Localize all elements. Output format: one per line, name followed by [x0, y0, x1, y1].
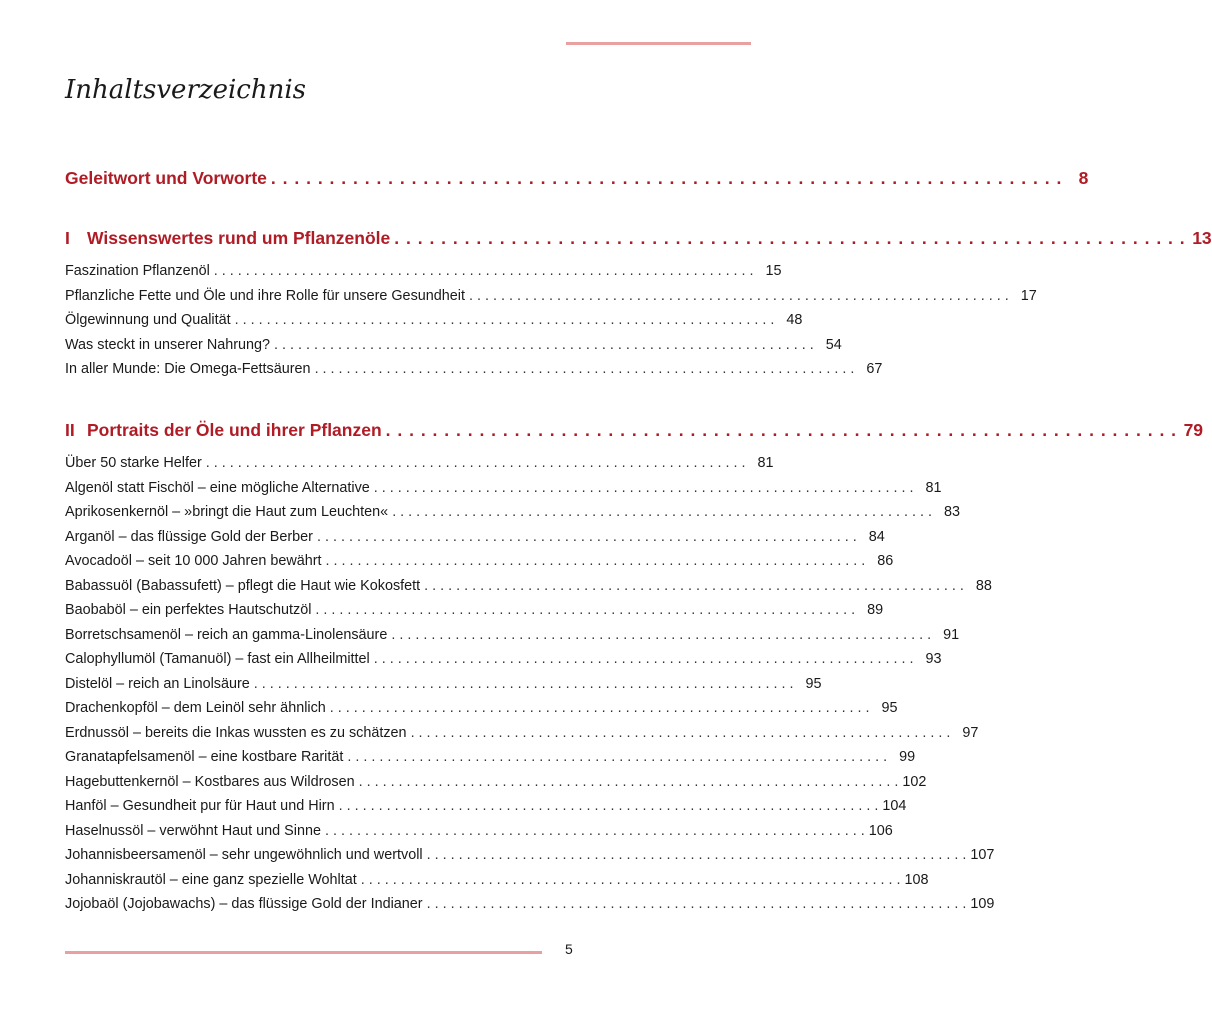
toc-entry-page-number: 106 — [868, 822, 893, 839]
toc-entry[interactable] — [65, 551, 894, 571]
toc-entry[interactable] — [65, 576, 992, 596]
dot-leader: . . . . . . . . . . . . . . . . . . . . . . . . . . . . . . . . . . . . . . . . . . . . . . . . . . . . . . . . . . . . . . . . . . . . — [410, 724, 951, 741]
toc-entry-title: Erdnussöl – bereits die Inkas wussten es zu schätzen — [65, 724, 407, 741]
dot-leader: . . . . . . . . . . . . . . . . . . . . . . . . . . . . . . . . . . . . . . . . . . . . . . . . . . . . . . . . . . . . . . . . . . . . — [274, 336, 814, 353]
dot-leader: . . . . . . . . . . . . . . . . . . . . . . . . . . . . . . . . . . . . . . . . . . . . . . . . . . . . . . . . . . . . . . . . . . . . — [468, 287, 1009, 304]
toc-entry[interactable] — [65, 261, 782, 281]
dot-leader: . . . . . . . . . . . . . . . . . . . . . . . . . . . . . . . . . . . . . . . . . . . . . . . . . . . . . . . . . . . . . . . . . . . . — [253, 675, 794, 692]
toc-entry[interactable] — [65, 310, 803, 330]
section-label — [65, 166, 267, 190]
dot-leader: . . . . . . . . . . . . . . . . . . . . . . . . . . . . . . . . . . . . . . . . . . . . . . . . . . . . . . . . . . . . . . . . . . . . — [316, 528, 857, 545]
toc-entry[interactable] — [65, 674, 822, 694]
dot-leader: . . . . . . . . . . . . . . . . . . . . . . . . . . . . . . . . . . . . . . . . . . . . . . . . . . . . . . . . . . . . . . . . . . . . — [325, 553, 866, 569]
toc-entry-page-number: 86 — [877, 553, 894, 569]
bottom-decorative-rule — [65, 951, 542, 954]
toc-entry-title: Johannisbeersamenöl – sehr ungewöhnlich und wertvoll — [65, 847, 423, 863]
toc-entry-page-number: 88 — [975, 577, 992, 594]
page-number: 5 — [565, 941, 573, 957]
section-number: II — [65, 420, 75, 440]
toc-entry-title: Granatapfelsamenöl – eine kostbare Rarität — [65, 749, 344, 765]
toc-entry-page-number: 81 — [925, 479, 942, 496]
toc-entry-page-number: 93 — [925, 651, 942, 667]
section-number: I — [65, 228, 70, 248]
toc-entry-title: Über 50 starke Helfer — [65, 455, 202, 471]
toc-entry-title: Was steckt in unserer Nahrung? — [65, 336, 271, 353]
toc-entry-title: Faszination Pflanzenöl — [65, 263, 210, 279]
dot-leader: . . . . . . . . . . . . . . . . . . . . . . . . . . . . . . . . . . . . . . . . . . . . . . . . . . . . . . . . . . . . . . . . . . . . — [373, 651, 914, 667]
toc-entry[interactable] — [65, 894, 995, 914]
dot-leader: . . . . . . . . . . . . . . . . . . . . . . . . . . . . . . . . . . . . . . . . . . . . . . . . . . . . . . . . . . . . . . . . . . . . — [347, 749, 888, 765]
toc-entry-title: Hagebuttenkernöl – Kostbares aus Wildrosen — [65, 773, 355, 790]
toc-entry-title: Haselnussöl – verwöhnt Haut und Sinne — [65, 822, 321, 839]
dot-leader: . . . . . . . . . . . . . . . . . . . . . . . . . . . . . . . . . . . . . . . . . . . . . . . . . . . . . . . . . . . . . . . . . . . . — [392, 504, 932, 520]
dot-leader: . . . . . . . . . . . . . . . . . . . . . . . . . . . . . . . . . . . . . . . . . . . . . . . . . . . . . . . . . . . . . . . . . . . . — [391, 626, 932, 643]
toc-entry-title: Aprikosenkernöl – »bringt die Haut zum Leuchten« — [65, 504, 389, 520]
toc-entry-page-number: 84 — [868, 528, 885, 545]
toc-entry-title: Jojobaöl (Jojobawachs) – das flüssige Gold der Indianer — [65, 896, 423, 912]
toc-entry-title: Distelöl – reich an Linolsäure — [65, 675, 250, 692]
dot-leader: . . . . . . . . . . . . . . . . . . . . . . . . . . . . . . . . . . . . . . . . . . . . . . . . . . . . . . . . . . . . . . . . . . . . — [315, 602, 856, 618]
toc-entry[interactable] — [65, 870, 929, 890]
section-label — [65, 226, 390, 250]
toc-entry[interactable] — [65, 845, 995, 865]
toc-entry[interactable] — [65, 478, 942, 498]
dot-leader: . . . . . . . . . . . . . . . . . . . . . . . . . . . . . . . . . . . . . . . . . . . . . . . . . . . . . . . . . . . . . . . . . . . . — [234, 312, 775, 328]
toc-entry-page-number: 89 — [867, 602, 884, 618]
dot-leader: . . . . . . . . . . . . . . . . . . . . . . . . . . . . . . . . . . . . . . . . . . . . . . . . . . . . . . . . . . . . . . . . . . . . — [426, 896, 967, 912]
toc-entry-title: Drachenkopföl – dem Leinöl sehr ähnlich — [65, 700, 326, 716]
toc-entry[interactable] — [65, 600, 884, 620]
dot-leader: . . . . . . . . . . . . . . . . . . . . . . . . . . . . . . . . . . . . . . . . . . . . . . . . . . . . . . . . . . . . . . . . . . . . — [385, 420, 1178, 440]
toc-entry-page-number: 81 — [757, 455, 774, 471]
section-page-number: 79 — [1183, 420, 1204, 440]
toc-entry-page-number: 17 — [1020, 287, 1037, 304]
dot-leader: . . . . . . . . . . . . . . . . . . . . . . . . . . . . . . . . . . . . . . . . . . . . . . . . . . . . . . . . . . . . . . . . . . . . — [424, 577, 964, 594]
toc-entry-title: Avocadoöl – seit 10 000 Jahren bewährt — [65, 553, 322, 569]
toc-entry-title: Baobaböl – ein perfektes Hautschutzöl — [65, 602, 312, 618]
toc-entry[interactable] — [65, 286, 1037, 306]
toc-entry-page-number: 54 — [825, 336, 842, 353]
dot-leader: . . . . . . . . . . . . . . . . . . . . . . . . . . . . . . . . . . . . . . . . . . . . . . . . . . . . . . . . . . . . . . . . . . . . — [394, 228, 1186, 248]
toc-entry-page-number: 97 — [962, 724, 979, 741]
page-title: Inhaltsverzeichnis — [65, 75, 306, 105]
toc-entry[interactable] — [65, 527, 885, 547]
dot-leader: . . . . . . . . . . . . . . . . . . . . . . . . . . . . . . . . . . . . . . . . . . . . . . . . . . . . . . . . . . . . . . . . . . . . — [329, 700, 870, 716]
toc-section-heading[interactable] — [65, 166, 1089, 190]
toc-entry-page-number: 102 — [902, 773, 927, 790]
dot-leader: . . . . . . . . . . . . . . . . . . . . . . . . . . . . . . . . . . . . . . . . . . . . . . . . . . . . . . . . . . . . . . . . . . . . — [314, 361, 855, 377]
section-title: Geleitwort und Vorworte — [65, 168, 267, 188]
toc-entry[interactable] — [65, 747, 916, 767]
dot-leader: . . . . . . . . . . . . . . . . . . . . . . . . . . . . . . . . . . . . . . . . . . . . . . . . . . . . . . . . . . . . . . . . . . . . — [213, 263, 754, 279]
toc-entry[interactable] — [65, 723, 979, 743]
toc-entry[interactable] — [65, 649, 942, 669]
dot-leader: . . . . . . . . . . . . . . . . . . . . . . . . . . . . . . . . . . . . . . . . . . . . . . . . . . . . . . . . . . . . . . . . . . . . — [325, 822, 865, 839]
toc-entry[interactable] — [65, 359, 883, 379]
section-page-number: 13 — [1192, 228, 1212, 248]
section-title: Portraits der Öle und ihrer Pflanzen — [87, 420, 382, 440]
toc-entry-page-number: 108 — [904, 871, 929, 888]
toc-entry-page-number: 95 — [881, 700, 898, 716]
toc-entry-page-number: 15 — [765, 263, 782, 279]
toc-entry-page-number: 95 — [805, 675, 822, 692]
toc-entry-page-number: 107 — [970, 847, 995, 863]
toc-entry-title: Babassuöl (Babassufett) – pflegt die Haut wie Kokosfett — [65, 577, 421, 594]
section-page-number: 8 — [1078, 168, 1089, 188]
toc-entry[interactable] — [65, 625, 960, 645]
toc-entry-title: Arganöl – das flüssige Gold der Berber — [65, 528, 313, 545]
toc-entry-title: Ölgewinnung und Qualität — [65, 312, 231, 328]
toc-entry-page-number: 104 — [882, 798, 907, 814]
section-title: Wissenswertes rund um Pflanzenöle — [87, 228, 391, 248]
toc-section-heading[interactable] — [65, 226, 1212, 250]
toc-entry[interactable] — [65, 796, 907, 816]
toc-entry-title: Algenöl statt Fischöl – eine mögliche Alternative — [65, 479, 370, 496]
section-label — [65, 418, 382, 442]
toc-entry-page-number: 109 — [970, 896, 995, 912]
toc-entry-page-number: 67 — [866, 361, 883, 377]
toc-section-heading[interactable] — [65, 418, 1204, 442]
toc-entry-title: Pflanzliche Fette und Öle und ihre Rolle für unsere Gesundheit — [65, 287, 465, 304]
toc-entry[interactable] — [65, 335, 842, 355]
toc-entry-page-number: 83 — [943, 504, 960, 520]
toc-entry[interactable] — [65, 453, 774, 473]
dot-leader: . . . . . . . . . . . . . . . . . . . . . . . . . . . . . . . . . . . . . . . . . . . . . . . . . . . . . . . . . . . . . . . . . . . . — [338, 798, 879, 814]
top-decorative-rule — [566, 42, 751, 45]
dot-leader: . . . . . . . . . . . . . . . . . . . . . . . . . . . . . . . . . . . . . . . . . . . . . . . . . . . . . . . . . . . . . . . . . . . . — [373, 479, 914, 496]
toc-entry[interactable] — [65, 772, 927, 792]
toc-entry-page-number: 91 — [943, 626, 960, 643]
toc-entry[interactable] — [65, 502, 960, 522]
toc-entry[interactable] — [65, 821, 893, 841]
toc-entry-page-number: 99 — [899, 749, 916, 765]
dot-leader: . . . . . . . . . . . . . . . . . . . . . . . . . . . . . . . . . . . . . . . . . . . . . . . . . . . . . . . . . . . . . . . . . . . . — [205, 455, 746, 471]
dot-leader: . . . . . . . . . . . . . . . . . . . . . . . . . . . . . . . . . . . . . . . . . . . . . . . . . . . . . . . . . . . . . . . . . . . . — [358, 773, 899, 790]
dot-leader: . . . . . . . . . . . . . . . . . . . . . . . . . . . . . . . . . . . . . . . . . . . . . . . . . . . . . . . . . . . . . . . . . . . . — [270, 168, 1063, 188]
toc-entry[interactable] — [65, 698, 898, 718]
toc-entry-title: Borretschsamenöl – reich an gamma-Linolensäure — [65, 626, 388, 643]
toc-entry-page-number: 48 — [786, 312, 803, 328]
toc-entry-title: In aller Munde: Die Omega-Fettsäuren — [65, 361, 311, 377]
toc-entry-title: Hanföl – Gesundheit pur für Haut und Hirn — [65, 798, 335, 814]
toc-entry-title: Calophyllumöl (Tamanuöl) – fast ein Allheilmittel — [65, 651, 370, 667]
dot-leader: . . . . . . . . . . . . . . . . . . . . . . . . . . . . . . . . . . . . . . . . . . . . . . . . . . . . . . . . . . . . . . . . . . . . — [426, 847, 967, 863]
toc-entry-title: Johanniskrautöl – eine ganz spezielle Wohltat — [65, 871, 357, 888]
dot-leader: . . . . . . . . . . . . . . . . . . . . . . . . . . . . . . . . . . . . . . . . . . . . . . . . . . . . . . . . . . . . . . . . . . . . — [360, 871, 901, 888]
